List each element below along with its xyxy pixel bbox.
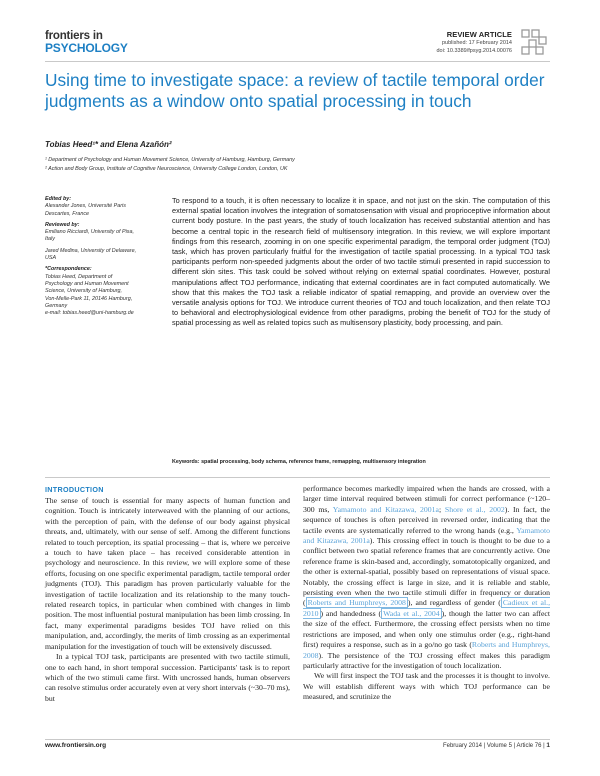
correspondence-line: Von-Melle-Park 11, 20146 Hamburg, [45, 295, 133, 302]
editorial-sidebar [45, 196, 155, 321]
logo-line1: frontiers in [45, 30, 103, 42]
citation-link[interactable]: Shore et al., 2002 [444, 504, 505, 514]
doi[interactable]: doi: 10.3389/fpsyg.2014.00076 [436, 48, 512, 54]
logo-line2: PSYCHOLOGY [45, 41, 128, 55]
article-title: Using time to investigate space: a review of tactile temporal order judgments as a window onto spatial processing in touch [45, 70, 545, 111]
footer-website[interactable]: www.frontiersin.org [45, 742, 107, 749]
keywords-label: Keywords: [172, 459, 200, 465]
affiliations [45, 156, 295, 174]
reviewer-2 [45, 248, 155, 263]
text-run: ). The persistence of the TOJ crossing effect makes this paradigm particularly attractive for the investigation of touch localization. [303, 650, 550, 670]
correspondence-label: *Correspondence: [45, 266, 92, 273]
footer-info: February 2014 | Volume 5 | Article 76 | [442, 743, 545, 749]
reviewed-by-label: Reviewed by: [45, 221, 80, 228]
authors: Tobias Heed¹* and Elena Azañón² [45, 140, 172, 149]
keywords [172, 459, 550, 465]
editor-line: Descartes, France [45, 210, 90, 217]
reviewer-line: Emiliano Ricciardi, University of Pisa, [45, 229, 134, 236]
correspondence-email[interactable]: e-mail: tobias.heed@uni-hamburg.de [45, 310, 134, 317]
body-column-left [45, 496, 290, 704]
journal-logo-icon [519, 27, 549, 57]
edited-by-label: Edited by: [45, 196, 72, 202]
text-run: ), though the latter two can affect the size of the effect. Furthermore, the crossing effect persists when no time restrictions are imposed, and when only one stimulus order (e.g., right-hand first) requires a response, such as in a go/no go task ( [303, 608, 551, 650]
citation-link[interactable]: Yamamoto and Kitazawa, 2001a [303, 525, 550, 546]
citation-link[interactable]: Yamamoto and Kitazawa, 2001a [332, 504, 439, 514]
correspondence-line: Tobias Heed, Department of [45, 273, 113, 280]
body-column-right [303, 484, 550, 703]
header-divider [45, 61, 550, 62]
reviewer-line: Italy [45, 236, 55, 243]
affiliation-1: ¹ Department of Psychology and Human Movement Science, University of Hamburg, Hamburg, Germany [45, 157, 295, 163]
reviewer-1 [45, 229, 155, 244]
correspondence-line: Science, University of Hamburg, [45, 288, 122, 295]
keywords-list: spatial processing, body schema, reference frame, remapping, multisensory integration [201, 459, 426, 465]
published-date: published: 17 February 2014 [441, 40, 512, 46]
text-run: ) and handedness ( [320, 608, 382, 618]
text-run: ). In fact, the sequence of touches is often perceived in reversed order, indicating that the tactile events are systematically referred to the wrong hands (e.g., [303, 504, 550, 535]
article-meta [436, 30, 512, 55]
reviewer-line: USA [45, 255, 57, 262]
correspondence [45, 274, 155, 318]
editor [45, 203, 155, 218]
correspondence-line: Germany [45, 302, 68, 309]
reviewer-line: Jared Medina, University of Delaware, [45, 247, 137, 254]
editor-line: Alexander Jones, Université Paris [45, 203, 126, 210]
citation-link[interactable]: Cadieux et al., 2010 [303, 598, 551, 618]
abstract-divider [45, 477, 550, 478]
affiliation-2: ² Action and Body Group, Institute of Cognitive Neuroscience, University College London, London, UK [45, 166, 288, 172]
text-run: ). This crossing effect in touch is thought to be due to a conflict between two spatial reference frames that are concurrently active. One reference frame is skin-based and, accordingly, somatotopically organized, and the other is external-spatial, possibly based on representations of visual space. Notably, the crossing effect is large in size, and it is reliable and stable, persisting even when the two tactile stimuli differ in frequency or duration ( [303, 536, 550, 608]
journal-logo[interactable] [45, 30, 145, 54]
text-run: ), and regardless of gender ( [407, 598, 501, 608]
citation-link[interactable]: Wada et al., 2004 [383, 608, 440, 618]
footer-citation [443, 742, 550, 749]
citation-link[interactable]: Roberts and Humphreys, 2008 [307, 598, 406, 608]
paragraph: In a typical TOJ task, participants are presented with two tactile stimuli, one to each hand, in short temporal succession. Participants' task is to report which of the two stimuli came first. With uncrossed hands, human observers can resolve stimulus order accurately even at very short intervals (~30–70 ms), but [45, 652, 290, 703]
paragraph [303, 484, 550, 671]
paragraph: The sense of touch is essential for many aspects of human function and cognition. Touch is intricately interweaved with the planning of our actions, with the perception of pain, with the defense of our body against physical threats, and, ultimately, with our sense of self. Among the different functions related to touch perception, its spatial processing – that is, where we perceive a touch to have taken place – has received considerable attention in psychology and neuroscience. In this review, we will explore some of these efforts, focusing on one specific experimental paradigm, tactile temporal order judgments (TOJ). This paradigm has proven particularly valuable for the investigation of tactile localization and its relationship to the many touch-related research topics, in particular when combined with changes in limb position. The most influential postural manipulation has been limb crossing. In fact, many experimental paradigms besides TOJ have relied on this manipulation, and, accordingly, the merits of limb crossing as an experimental manipulation for the investigation of touch will be extensively discussed. [45, 496, 290, 651]
paragraph: We will first inspect the TOJ task and the processes it is thought to involve. We will establish different ways with which TOJ performance can be measured, and scrutinize the [303, 671, 550, 702]
citation-link[interactable]: Roberts and Humphreys, 2008 [303, 640, 550, 660]
section-heading-introduction: INTRODUCTION [45, 485, 104, 494]
text-run: ; [439, 504, 445, 514]
text-run: performance becomes markedly impaired when the hands are crossed, with a larger time interval required between stimuli for correct performance (~120–300 ms, [303, 484, 550, 514]
page-number: 1 [546, 742, 550, 749]
footer-divider [45, 739, 550, 740]
correspondence-line: Psychology and Human Movement [45, 280, 129, 287]
article-type: REVIEW ARTICLE [446, 30, 512, 39]
abstract: To respond to a touch, it is often necessary to localize it in space, and not just on the skin. The computation of this external spatial location involves the integration of somatosensation with visual and proprioceptive information about current body posture. In the past years, the study of touch localization has received substantial attention and has become a central topic in the research field of multisensory integration. In this review, we will explore important findings from this research, zooming in on one specific experimental paradigm, the temporal order judgment (TOJ) task, which has proven particularly fruitful for the investigation of tactile spatial processing. In a typical TOJ task participants perform non-speeded judgments about the order of two tactile stimuli presented in rapid succession to different skin sites. This task could be solved without relying on external spatial coordinates. However, postural manipulations affect TOJ performance, indicating that external coordinates are in fact computed automatically. We show that this makes the TOJ task a reliable indicator of spatial remapping, and provide an overview over the versatile analysis options for TOJ. We introduce current theories of TOJ and touch localization, and then relate TOJ to behavioral and electrophysiological evidence from other paradigms, probing the benefit of TOJ for the study of spatial processing as well as related topics such as multisensory plasticity, body processing, and pain. [172, 196, 550, 328]
